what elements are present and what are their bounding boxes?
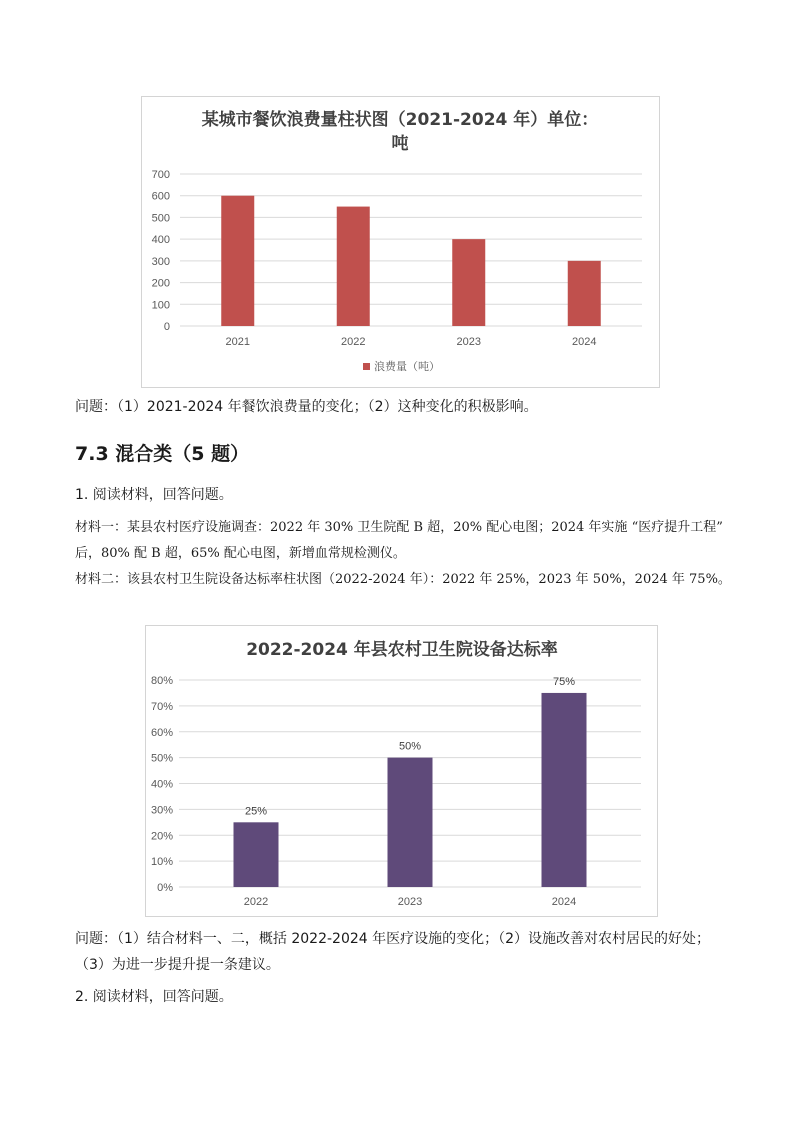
y-tick-label: 50% bbox=[150, 752, 173, 765]
y-tick-label: 600 bbox=[151, 190, 170, 203]
bar bbox=[388, 758, 433, 887]
material-two: 材料二：该县农村卫生院设备达标率柱状图（2022-2024 年）：2022 年 25%，2023 年 50%，2024 年 75%。 bbox=[75, 572, 731, 587]
x-tick-label: 2023 bbox=[456, 336, 481, 348]
data-label: 50% bbox=[398, 740, 422, 753]
x-tick-label: 2023 bbox=[397, 896, 423, 908]
y-tick-label: 70% bbox=[150, 700, 173, 713]
bar bbox=[337, 207, 370, 326]
equipment-chart-svg bbox=[146, 626, 657, 916]
equipment-rate-bar-chart bbox=[145, 625, 658, 917]
bar bbox=[452, 239, 485, 326]
y-tick-label: 400 bbox=[151, 234, 170, 247]
waste-bar-chart bbox=[141, 96, 660, 388]
item-1-instruction: 1. 阅读材料，回答问题。 bbox=[75, 487, 233, 503]
y-tick-label: 60% bbox=[150, 726, 173, 739]
data-label: 75% bbox=[552, 675, 576, 688]
y-tick-label: 40% bbox=[150, 778, 173, 791]
x-tick-label: 2022 bbox=[243, 896, 269, 908]
x-tick-label: 2024 bbox=[551, 896, 577, 908]
y-tick-label: 80% bbox=[150, 675, 173, 687]
y-tick-label: 300 bbox=[151, 255, 170, 268]
y-tick-label: 700 bbox=[151, 169, 170, 181]
bar bbox=[568, 261, 601, 326]
x-tick-label: 2022 bbox=[341, 336, 366, 348]
data-label: 25% bbox=[244, 805, 268, 818]
y-tick-label: 20% bbox=[150, 830, 173, 843]
legend-swatch bbox=[363, 363, 370, 370]
chart-title: 2022-2024 年县农村卫生院设备达标率 bbox=[246, 640, 558, 660]
bar bbox=[542, 693, 587, 887]
question-1: 问题：（1）2021-2024 年餐饮浪费量的变化；（2）这种变化的积极影响。 bbox=[75, 399, 538, 415]
question-2: 问题：（1）结合材料一、二，概括 2022-2024 年医疗设施的变化；（2）设施改善对农村居民的好处；（3）为进一步提升提一条建议。 bbox=[75, 931, 711, 973]
chart-title-line-2: 吨 bbox=[391, 134, 409, 154]
x-tick-label: 2021 bbox=[225, 336, 250, 348]
y-tick-label: 30% bbox=[150, 804, 173, 817]
legend-label: 浪费量（吨） bbox=[374, 360, 440, 373]
bar bbox=[221, 196, 254, 326]
y-tick-label: 100 bbox=[151, 299, 170, 312]
item-2-instruction: 2. 阅读材料，回答问题。 bbox=[75, 989, 233, 1005]
x-tick-label: 2024 bbox=[572, 336, 597, 348]
y-tick-label: 0% bbox=[157, 882, 173, 894]
chart-title-line-1: 某城市餐饮浪费量柱状图（2021-2024 年）单位： bbox=[201, 110, 599, 130]
bar bbox=[234, 822, 279, 887]
section-heading: 7.3 混合类（5 题） bbox=[75, 443, 250, 465]
y-tick-label: 10% bbox=[150, 856, 173, 869]
material-one: 材料一：某县农村医疗设施调查：2022 年 30% 卫生院配 B 超，20% 配心电图；2024 年实施 “医疗提升工程” 后，80% 配 B 超，65% 配心电图，新增血常规检测仪。 bbox=[75, 520, 723, 561]
y-tick-label: 200 bbox=[151, 277, 170, 290]
y-tick-label: 500 bbox=[151, 212, 170, 225]
y-tick-label: 0 bbox=[163, 321, 170, 333]
waste-chart-svg bbox=[142, 97, 659, 387]
